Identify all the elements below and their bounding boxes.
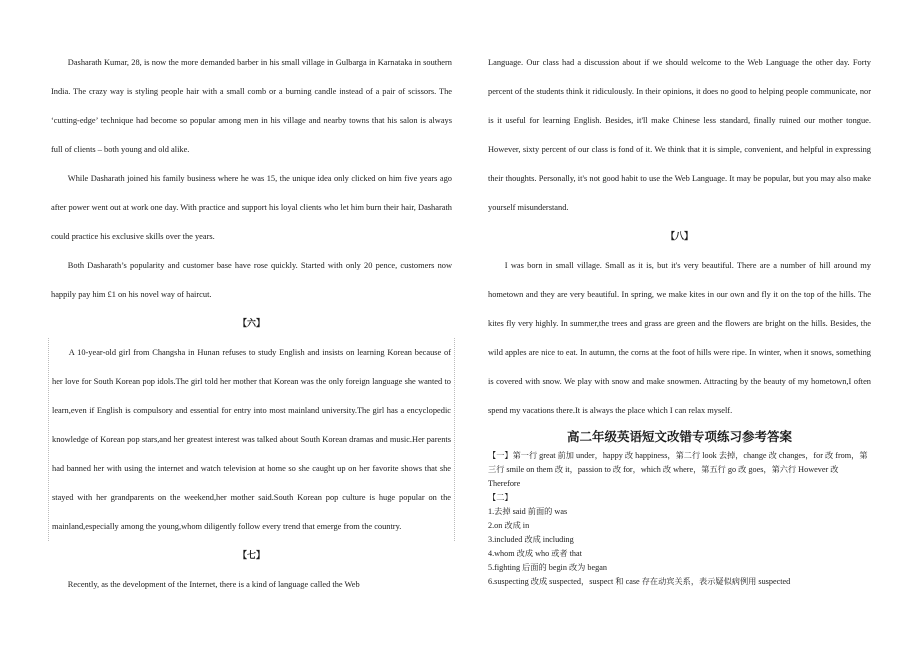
section-heading-6: 【六】 <box>237 318 265 328</box>
answer-section-2-list <box>488 505 871 589</box>
section-heading-8: 【八】 <box>665 231 693 241</box>
passage-6-paragraph: A 10-year-old girl from Changsha in Hunan refuses to study English and insists on learning Korean because of her love for South Korean pop idols.The girl told her mother that Korean was the only foreign language she wanted to learn,even if English is compulsory and essential for entry into most mainland university.The girl has a encyclopedic knowledge of Korean pop stars,and her greatest interest was talked about South Korean dramas and music.Her parents had banned her with using the internet and watch television at home so she caught up on her favorite shows that she stayed with her grandparents on the weekend,her mother said.South Korean pop culture is huge popular on the mainland,especially among the young,whom diligently follow every trend that emerge from the country. <box>52 348 451 531</box>
answer-item: 5.fighting 后面的 begin 改为 began <box>488 563 607 572</box>
left-column <box>51 48 452 599</box>
passage-6-box <box>48 338 455 541</box>
answer-item: 1.去掉 said 前面的 was <box>488 507 568 516</box>
passage-7-paragraph-start: Recently, as the development of the Internet, there is a kind of language called the Web <box>67 580 360 589</box>
answer-section-1: 【一】第一行 great 前加 under，happy 改 happiness，第二行 look 去掉，change 改 changes，for 改 from，第三行 smile on them 改 it，passion to 改 for，which 改 where，第五行 go 改 goes，第六行 However 改 Therefore <box>488 451 868 488</box>
passage-5-paragraph-3: Both Dasharath’s popularity and customer base have rose quickly. Started with only 20 pence, customers now happily pay him £1 on his novel way of haircut. <box>51 261 452 299</box>
answer-item: 3.included 改成 including <box>488 535 574 544</box>
passage-8-paragraph: I was born in small village. Small as it is, but it's very beautiful. There are a number of hill around my hometown and they are very beautiful. In spring, we make kites in our own and fly it on the top of the hills. The kites fly very highly. In summer,the trees and grass are green and the flowers are bright on the hills. Besides, the wild apples are nice to eat. In autumn, the corns at the foot of hills were ripe. In winter, when it snows, something is covered with snow. We play with snow and make snowmen. Attracting by the beauty of my hometown,I often spend my vacations there.It is always the place which I can relax myself. <box>488 261 871 415</box>
answer-key-title: 高二年级英语短文改错专项练习参考答案 <box>566 430 792 444</box>
passage-7-paragraph-continued: Language. Our class had a discussion about if we should welcome to the Web Language the other day. Forty percent of the students think it ridiculously. In their opinions, it does no good to helping people communicate, nor is it useful for learning English. Besides, it'll make Chinese less standard, finally ruined our mother tongue. However, sixty percent of our class is fond of it. We think that it is simple, convenient, and helpful in expressing their thoughts. Personally, it's not good habit to use the Web Language. It may be popular, but you may also make yourself misunderstand. <box>488 58 871 212</box>
passage-5-paragraph-2: While Dasharath joined his family business where he was 15, the unique idea only clicked on him five years ago after power went out at work one day. With practice and support his loyal clients who let him burn their hair, Dasharath could practice his exclusive skills over the years. <box>51 174 452 241</box>
right-column <box>488 48 871 589</box>
answer-item: 6.suspecting 改成 suspected，suspect 和 case 存在动宾关系，表示疑似病例用 suspected <box>488 577 791 586</box>
passage-5-paragraph-1: Dasharath Kumar, 28, is now the more demanded barber in his small village in Gulbarga in Karnataka in southern India. The crazy way is styling people hair with a small comb or a burning candle instead of a pair of scissors. The ‘cutting-edge’ technique had become so popular among men in his village and nearby towns that his salon is always full of clients – both young and old alike. <box>51 58 452 154</box>
answer-item: 2.on 改成 in <box>488 521 530 530</box>
answer-item: 4.whom 改成 who 或者 that <box>488 549 582 558</box>
answer-section-2-heading: 【二】 <box>488 493 513 502</box>
section-heading-7: 【七】 <box>237 550 265 560</box>
